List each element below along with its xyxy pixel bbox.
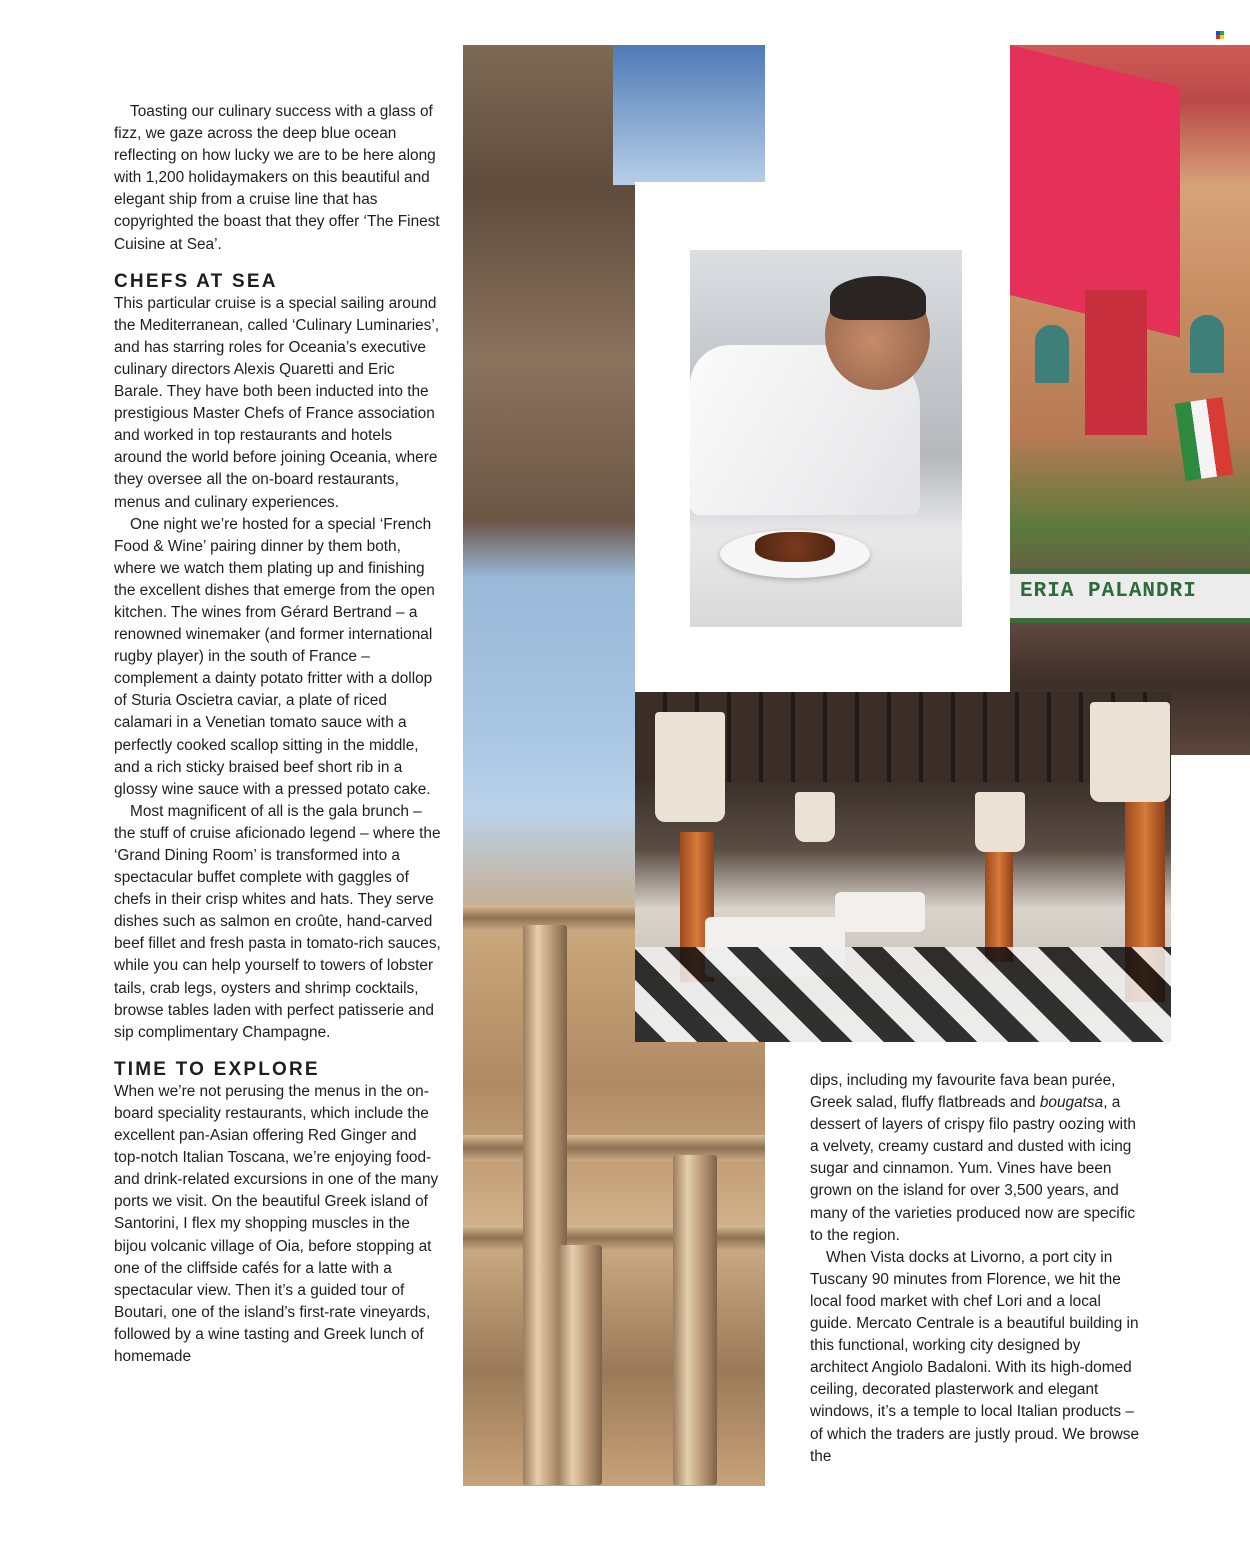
right-paragraph-1 bbox=[810, 1070, 1140, 1247]
heading-chefs-at-sea: CHEFS AT SEA bbox=[114, 270, 278, 292]
print-color-mark bbox=[1216, 31, 1225, 40]
dining-room-photo bbox=[635, 692, 1171, 1042]
intro-paragraph: Toasting our culinary success with a glass of fizz, we gaze across the deep blue ocean reflecting on how lucky we are to be here along with 1,200 holidaymakers on this beautiful and elegant ship from a cruise line that has copyrighted the boast that they offer ‘The Finest Cuisine at Sea’. bbox=[114, 103, 440, 253]
chef-plating-photo bbox=[690, 250, 962, 627]
heading-time-to-explore: TIME TO EXPLORE bbox=[114, 1058, 320, 1080]
chefs-paragraph-2: One night we’re hosted for a special ‘French Food & Wine’ pairing dinner by them both, where we watch them plating up and finishing the excellent dishes that emerge from the open kitchen. The wines from Gérard Bertrand – a renowned winemaker (and former international rugby player) in the south of France – complement a dainty potato fritter with a dollop of Sturia Oscietra caviar, a plate of riced calamari in a Venetian tomato sauce with a perfectly cooked scallop sitting in the middle, and a rich sticky braised beef short rib in a glossy wine sauce with a pressed potato cake. bbox=[114, 515, 435, 798]
left-text-column bbox=[114, 101, 444, 1368]
italian-flag-icon bbox=[1175, 397, 1233, 481]
market-sign-text: ERIA PALANDRI bbox=[1020, 580, 1197, 603]
right-paragraph-1-start: dips, including my favourite fava bean purée, Greek salad, fluffy flatbreads and bbox=[810, 1072, 1116, 1112]
right-text-column bbox=[810, 1070, 1140, 1468]
chefs-paragraph-3: Most magnificent of all is the gala brunch – the stuff of cruise aficionado legend – where the ‘Grand Dining Room’ is transformed into a spectacular buffet complete with gaggles of chefs in their crisp whites and hats. They serve dishes such as salmon en croûte, hand-carved beef fillet and fresh pasta in tomato-rich sauces, while you can help yourself to towers of lobster tails, crab legs, oysters and shrimp cocktails, browse tables laden with perfect patisserie and sip complimentary Champagne. bbox=[114, 802, 441, 1041]
explore-paragraph-1: When we’re not perusing the menus in the on-board speciality restaurants, which include the excellent pan-Asian offering Red Ginger and top-notch Italian Toscana, we’re enjoying food- and drink-related excursions in one of the many ports we visit. On the beautiful Greek island of Santorini, I flex my shopping muscles in the bijou volcanic village of Oia, before stopping at one of the cliffside cafés for a latte with a spectacular view. Then it’s a guided tour of Boutari, one of the island’s first-rate vineyards, followed by a wine tasting and Greek lunch of homemade bbox=[114, 1082, 439, 1365]
chefs-paragraph-1: This particular cruise is a special sailing around the Mediterranean, called ‘Culinary Luminaries’, and has starring roles for Oceania’s executive culinary directors Alexis Quaretti and Eric Barale. They have both been inducted into the prestigious Master Chefs of France association and worked in top restaurants and hotels around the world before joining Oceania, where they oversee all the on-board restaurants, menus and culinary experiences. bbox=[114, 294, 440, 511]
market-sign bbox=[1010, 569, 1250, 623]
right-paragraph-2: When Vista docks at Livorno, a port city in Tuscany 90 minutes from Florence, we hit the local food market with chef Lori and a local guide. Mercato Centrale is a beautiful building in this functional, working city designed by architect Angiolo Badaloni. With its high-domed ceiling, decorated plasterwork and elegant windows, it’s a temple to local Italian products – of which the traders are justly proud. We browse the bbox=[810, 1248, 1140, 1465]
bougatsa-word: bougatsa bbox=[1039, 1094, 1104, 1112]
livorno-market-photo bbox=[1010, 45, 1250, 755]
right-paragraph-1-end: , a dessert of layers of crispy filo pastry oozing with a velvety, creamy custard and dusted with icing sugar and cinnamon. Yum. Vines have been grown on the island for over 3,500 years, and many of the varieties produced now are specific to the region. bbox=[810, 1094, 1136, 1244]
